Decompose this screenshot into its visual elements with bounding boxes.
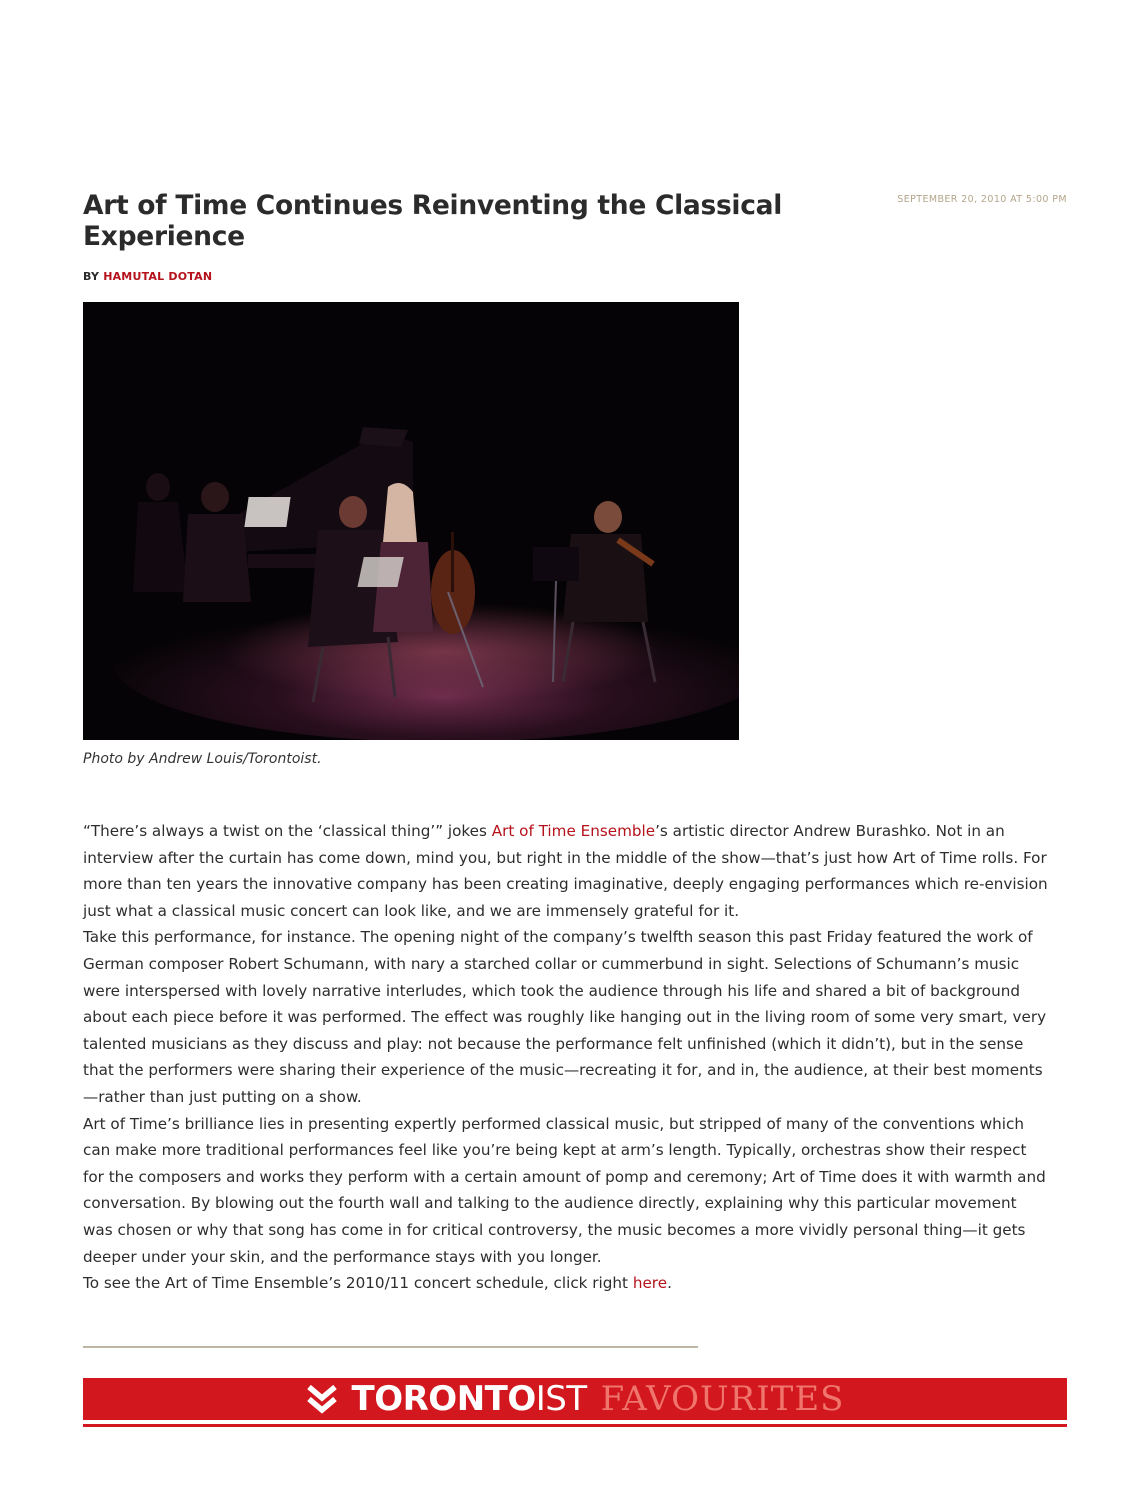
banner-content — [306, 1378, 845, 1420]
double-chevron-down-icon — [306, 1384, 338, 1414]
paragraph-1 — [83, 818, 1049, 924]
paragraph-1-text-a: “There’s always a twist on the ‘classical thing’” jokes — [83, 822, 492, 840]
favourites-label: FAVOURITES — [600, 1379, 845, 1419]
torontoist-favourites-banner[interactable] — [83, 1378, 1067, 1424]
byline-prefix: BY — [83, 270, 104, 283]
section-divider — [83, 1346, 698, 1348]
article-header — [83, 190, 1067, 252]
article-date: SEPTEMBER 20, 2010 AT 5:00 PM — [897, 194, 1067, 205]
paragraph-4-text-a: To see the Art of Time Ensemble’s 2010/11 concert schedule, click right — [83, 1274, 633, 1293]
paragraph-4 — [83, 1270, 1049, 1297]
brand-toronto: TORONTO — [351, 1379, 536, 1419]
concert-schedule-link[interactable]: here — [632, 1274, 668, 1293]
paragraph-1-text-b: ’s artistic director Andrew Burashko. Not in an interview after the curtain has come down, mind you, but right in the middle of the show—that’s just how Art of Time rolls. For more than ten years the innovative company has been creating imaginative, deeply engaging performances which re-envision just what a classical music concert can look like, and we are immensely grateful for it. — [83, 822, 1048, 920]
article-photo — [83, 302, 739, 740]
brand-ist: IST — [535, 1379, 587, 1419]
byline — [83, 270, 212, 283]
paragraph-2: Take this performance, for instance. The opening night of the company’s twelfth season this past Friday featured the work of German composer Robert Schumann, with nary a starched collar or cummerbund in sight. Selections of Schumann’s music were interspersed with lovely narrative interludes, which took the audience through his life and shared a bit of background about each piece before it was performed. The effect was roughly like hanging out in the living room of some very smart, very talented musicians as they discuss and play: not because the performance felt unfinished (which it didn’t), but in the sense that the performers were sharing their experience of the music—recreating it for, and in, the audience, at their best moments—rather than just putting on a show. — [83, 928, 1047, 1106]
photo-caption: Photo by Andrew Louis/Torontoist. — [83, 751, 322, 767]
author-link[interactable]: HAMUTAL DOTAN — [103, 270, 213, 283]
art-of-time-ensemble-link[interactable]: Art of Time Ensemble — [491, 822, 656, 840]
article-title: Art of Time Continues Reinventing the Classical Experience — [83, 190, 782, 252]
paragraph-3: Art of Time’s brilliance lies in presenting expertly performed classical music, but stripped of many of the conventions which can make more traditional performances feel like you’re being kept at arm’s length. Typically, orchestras show their respect for the composers and works they perform with a certain amount of pomp and ceremony; Art of Time does it with warmth and conversation. By blowing out the fourth wall and talking to the audience directly, explaining why this particular movement was chosen or why that song has come in for critical controversy, the music becomes a more vividly personal thing—it gets deeper under your skin, and the performance stays with you longer. — [83, 1114, 1046, 1266]
concert-photo-image — [83, 302, 739, 740]
article-body — [83, 818, 1049, 1297]
paragraph-4-text-b: . — [667, 1274, 672, 1293]
